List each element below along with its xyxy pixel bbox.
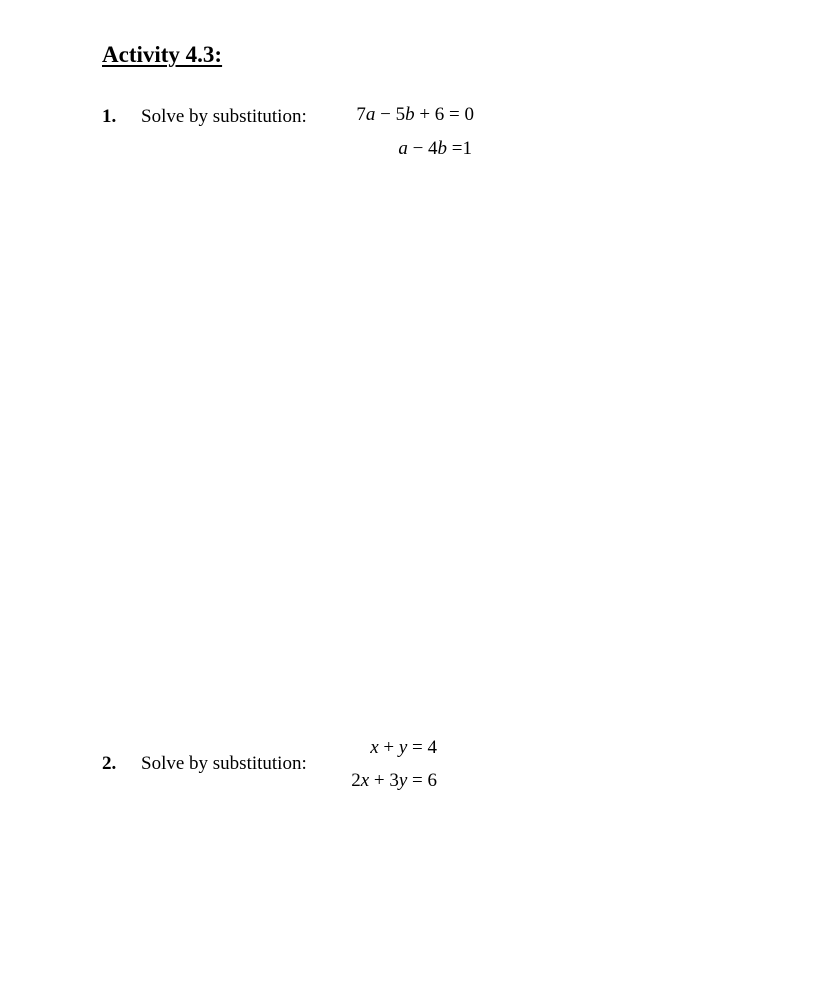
question-prompt: Solve by substitution: [141,753,307,774]
equation-2: a − 4b =1 [398,138,472,159]
question-number: 2. [102,753,117,774]
equation-1: x + y = 4 [370,737,437,758]
equation-1: 7a − 5b + 6 = 0 [356,104,474,125]
activity-title: Activity 4.3: [102,42,223,67]
question-number: 1. [102,106,117,127]
question-prompt: Solve by substitution: [141,106,307,127]
equation-2: 2x + 3y = 6 [351,770,437,791]
